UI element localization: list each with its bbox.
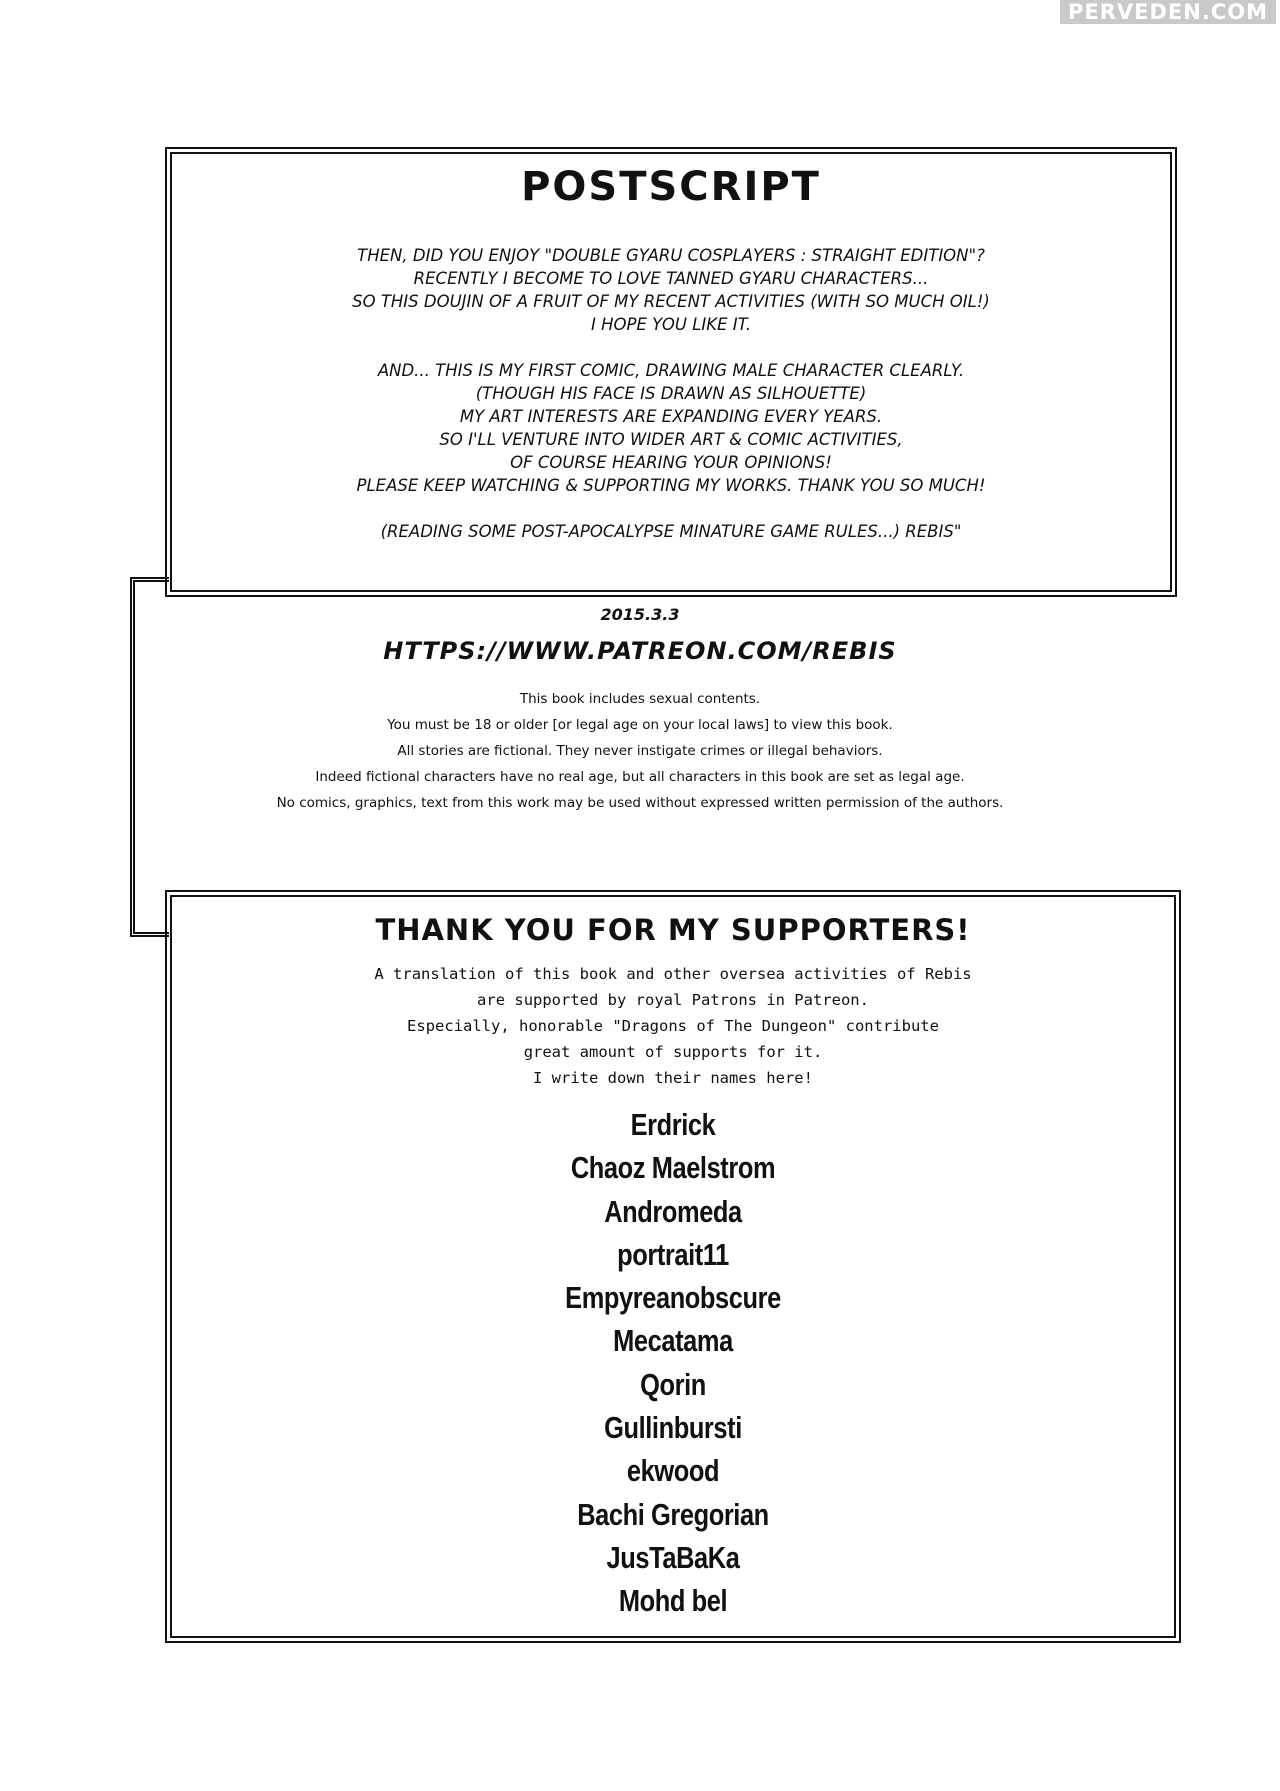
paragraph-gap [172, 497, 1170, 520]
disclaimer-line: All stories are fictional. They never instigate crimes or illegal behaviors. [397, 743, 883, 759]
intro-line: I write down their names here! [533, 1069, 813, 1087]
supporter-name: portrait11 [617, 1236, 729, 1272]
postscript-line: RECENTLY I BECOME TO LOVE TANNED GYARU CHARACTERS... [413, 269, 929, 288]
supporters-title: THANK YOU FOR MY SUPPORTERS! [375, 913, 971, 947]
supporter-name: JusTaBaKa [606, 1539, 740, 1575]
postscript-line: SO I'LL VENTURE INTO WIDER ART & COMIC ACTIVITIES, [439, 430, 903, 449]
postscript-line: MY ART INTERESTS ARE EXPANDING EVERY YEARS. [459, 407, 883, 426]
intro-line: Especially, honorable "Dragons of The Dungeon" contribute [407, 1017, 939, 1035]
supporter-name: ekwood [626, 1453, 720, 1489]
supporter-name: Qorin [640, 1366, 706, 1402]
postscript-line: OF COURSE HEARING YOUR OPINIONS! [510, 453, 832, 472]
postscript-line: (THOUGH HIS FACE IS DRAWN AS SILHOUETTE) [475, 384, 867, 403]
disclaimer-line: This book includes sexual contents. [519, 691, 761, 707]
intro-line: A translation of this book and other oversea activities of Rebis [374, 965, 972, 983]
postscript-title: POSTSCRIPT [521, 164, 821, 210]
postscript-signature: (READING SOME POST-APOCALYPSE MINATURE GAME RULES...) REBIS" [380, 522, 962, 541]
date: 2015.3.3 [600, 605, 680, 624]
disclaimer-line: No comics, graphics, text from this work may be used without expressed written permission of the authors. [276, 795, 1004, 811]
postscript-body [172, 244, 1170, 543]
supporter-name: Mecatama [613, 1323, 733, 1359]
intro-line: are supported by royal Patrons in Patreon. [477, 991, 869, 1009]
postscript-line: THEN, DID YOU ENJOY "DOUBLE GYARU COSPLAYERS : STRAIGHT EDITION"? [357, 246, 985, 265]
supporter-names [172, 1103, 1174, 1623]
patreon-url: HTTPS://WWW.PATREON.COM/REBIS [383, 637, 897, 665]
supporter-name: Gullinbursti [604, 1410, 742, 1446]
supporter-name: Mohd bel [618, 1583, 728, 1619]
supporter-name: Andromeda [604, 1193, 742, 1229]
supporters-intro [172, 961, 1174, 1091]
disclaimer-line: Indeed fictional characters have no real age, but all characters in this book are set as legal age. [315, 769, 965, 785]
postscript-line: I HOPE YOU LIKE IT. [590, 315, 751, 334]
supporters-box [170, 895, 1176, 1638]
postscript-box [170, 152, 1172, 592]
disclaimer-line: You must be 18 or older [or legal age on your local laws] to view this book. [387, 717, 893, 733]
supporter-name: Empyreanobscure [565, 1280, 781, 1316]
postscript-line: PLEASE KEEP WATCHING & SUPPORTING MY WORKS. THANK YOU SO MUCH! [356, 476, 986, 495]
watermark: PERVEDEN.COM [1060, 0, 1276, 24]
supporter-name: Erdrick [630, 1107, 716, 1142]
paragraph-gap [172, 336, 1170, 359]
postscript-line: AND... THIS IS MY FIRST COMIC, DRAWING MALE CHARACTER CLEARLY. [377, 361, 965, 380]
supporter-name: Chaoz Maelstrom [570, 1150, 776, 1186]
intro-line: great amount of supports for it. [523, 1043, 823, 1061]
postscript-line: SO THIS DOUJIN OF A FRUIT OF MY RECENT ACTIVITIES (WITH SO MUCH OIL!) [352, 292, 990, 311]
disclaimer [0, 686, 1280, 816]
supporter-name: Bachi Gregorian [577, 1496, 769, 1532]
